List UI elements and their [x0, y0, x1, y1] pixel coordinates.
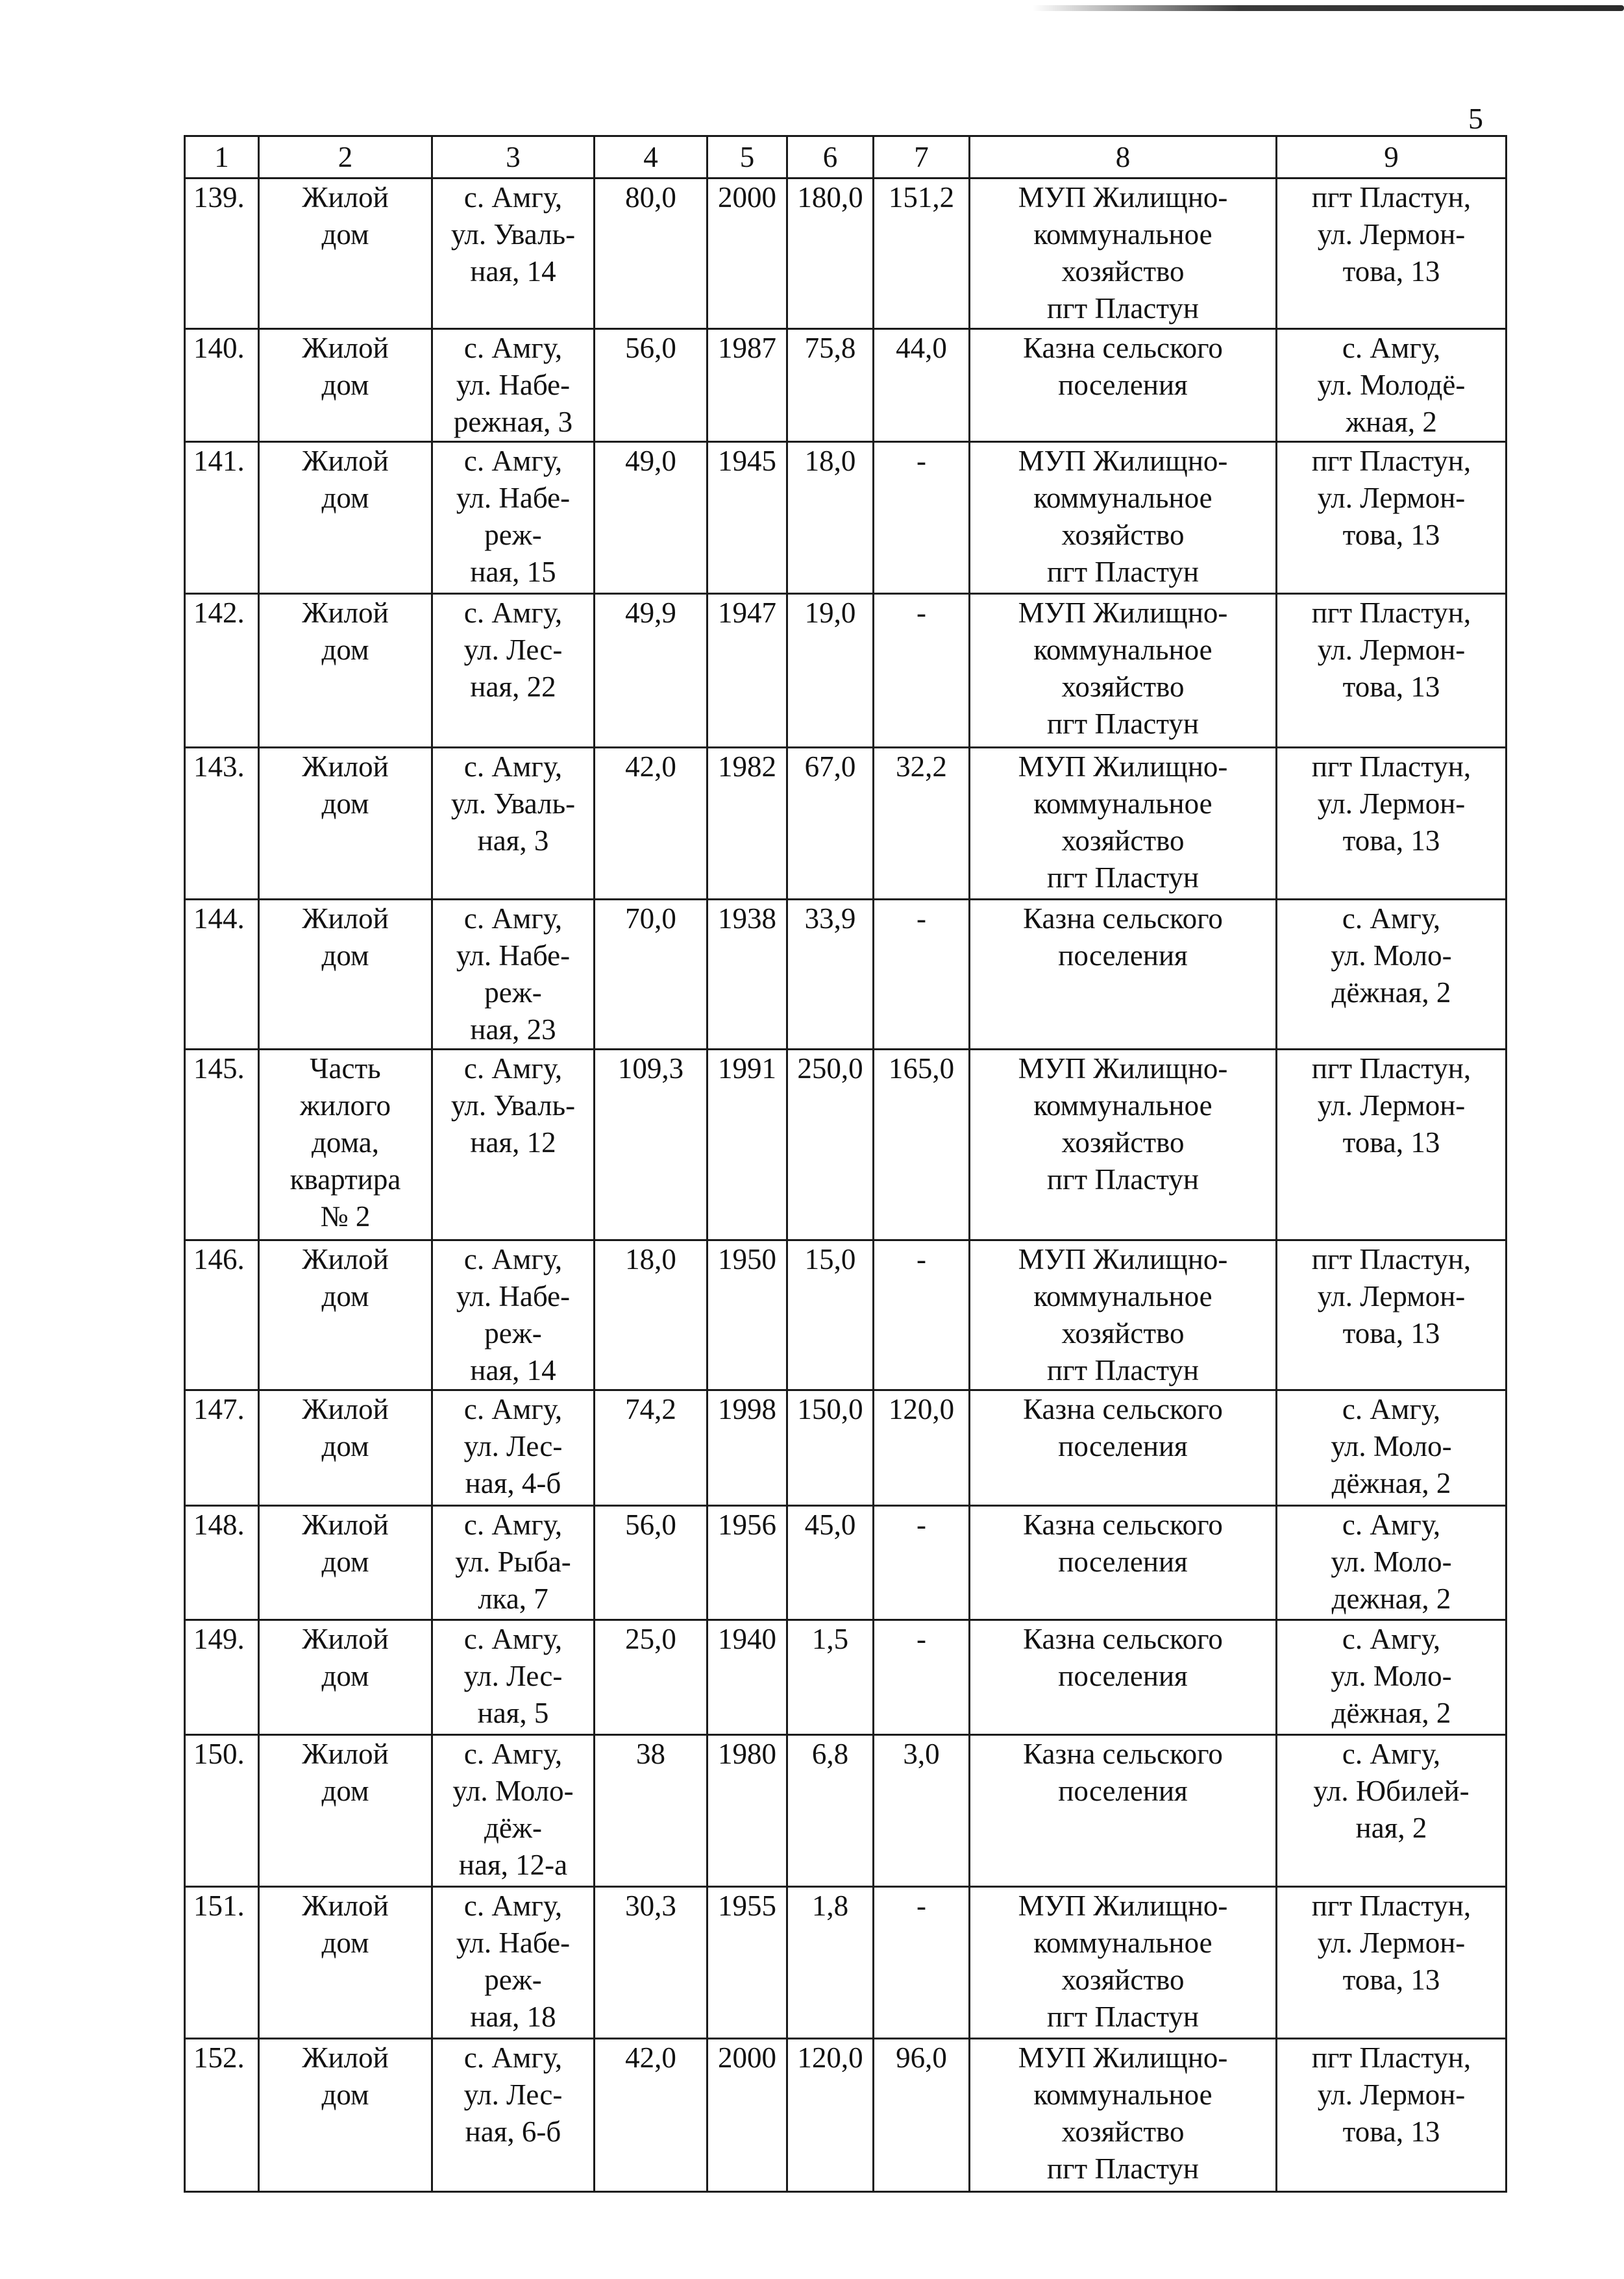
area-cell: 49,0	[595, 442, 707, 594]
year-cell: 2000	[707, 2039, 787, 2192]
row-number: 145.	[185, 1050, 259, 1240]
object-name-cell: Жилой дом	[259, 1887, 432, 2039]
area-cell: 70,0	[595, 900, 707, 1050]
value-cell: 151,2	[874, 179, 970, 329]
object-name-cell: Часть жилого дома, квартира № 2	[259, 1050, 432, 1240]
holder-cell: Казна сельского поселения	[970, 900, 1277, 1050]
header-cell: 7	[874, 136, 970, 179]
value-cell: 1,8	[787, 1887, 874, 2039]
holder-address-cell: пгт Пластун, ул. Лермон- това, 13	[1277, 179, 1507, 329]
page-number: 5	[1468, 102, 1483, 135]
header-cell: 8	[970, 136, 1277, 179]
table-row	[185, 329, 1507, 442]
row-number: 147.	[185, 1390, 259, 1506]
address-cell: с. Амгу, ул. Набе- реж- ная, 15	[432, 442, 595, 594]
area-cell: 25,0	[595, 1620, 707, 1735]
holder-address-cell: с. Амгу, ул. Моло- дёжная, 2	[1277, 1620, 1507, 1735]
row-number: 139.	[185, 179, 259, 329]
year-cell: 2000	[707, 179, 787, 329]
table-row	[185, 748, 1507, 900]
row-number: 141.	[185, 442, 259, 594]
value-cell: 32,2	[874, 748, 970, 900]
table-row	[185, 179, 1507, 329]
area-cell: 109,3	[595, 1050, 707, 1240]
row-number: 146.	[185, 1240, 259, 1390]
holder-cell: МУП Жилищно- коммунальное хозяйство пгт Пластун	[970, 442, 1277, 594]
holder-address-cell: пгт Пластун, ул. Лермон- това, 13	[1277, 1887, 1507, 2039]
value-cell: 120,0	[874, 1390, 970, 1506]
holder-cell: МУП Жилищно- коммунальное хозяйство пгт Пластун	[970, 179, 1277, 329]
holder-address-cell: пгт Пластун, ул. Лермон- това, 13	[1277, 1240, 1507, 1390]
address-cell: с. Амгу, ул. Лес- ная, 4-б	[432, 1390, 595, 1506]
area-cell: 42,0	[595, 748, 707, 900]
year-cell: 1987	[707, 329, 787, 442]
year-cell: 1947	[707, 594, 787, 748]
table-row	[185, 900, 1507, 1050]
row-number: 148.	[185, 1506, 259, 1620]
table-row	[185, 1390, 1507, 1506]
year-cell: 1956	[707, 1506, 787, 1620]
row-number: 150.	[185, 1735, 259, 1887]
holder-cell: Казна сельского поселения	[970, 1620, 1277, 1735]
table-row	[185, 1735, 1507, 1887]
value-cell: 3,0	[874, 1735, 970, 1887]
value-cell: 75,8	[787, 329, 874, 442]
header-cell: 6	[787, 136, 874, 179]
row-number: 142.	[185, 594, 259, 748]
object-name-cell: Жилой дом	[259, 1390, 432, 1506]
holder-address-cell: с. Амгу, ул. Моло- дёжная, 2	[1277, 900, 1507, 1050]
row-number: 144.	[185, 900, 259, 1050]
holder-cell: Казна сельского поселения	[970, 1735, 1277, 1887]
table-row	[185, 1506, 1507, 1620]
holder-address-cell: с. Амгу, ул. Юбилей- ная, 2	[1277, 1735, 1507, 1887]
value-cell: 18,0	[787, 442, 874, 594]
holder-cell: Казна сельского поселения	[970, 1506, 1277, 1620]
value-cell: -	[874, 900, 970, 1050]
object-name-cell: Жилой дом	[259, 442, 432, 594]
value-cell: 33,9	[787, 900, 874, 1050]
area-cell: 38	[595, 1735, 707, 1887]
address-cell: с. Амгу, ул. Моло- дёж- ная, 12-а	[432, 1735, 595, 1887]
table-row	[185, 2039, 1507, 2192]
object-name-cell: Жилой дом	[259, 1240, 432, 1390]
value-cell: 19,0	[787, 594, 874, 748]
address-cell: с. Амгу, ул. Уваль- ная, 3	[432, 748, 595, 900]
value-cell: -	[874, 1887, 970, 2039]
area-cell: 42,0	[595, 2039, 707, 2192]
value-cell: 165,0	[874, 1050, 970, 1240]
table-row	[185, 594, 1507, 748]
value-cell: 180,0	[787, 179, 874, 329]
area-cell: 56,0	[595, 1506, 707, 1620]
holder-cell: МУП Жилищно- коммунальное хозяйство пгт Пластун	[970, 594, 1277, 748]
holder-address-cell: пгт Пластун, ул. Лермон- това, 13	[1277, 1050, 1507, 1240]
holder-cell: МУП Жилищно- коммунальное хозяйство пгт Пластун	[970, 2039, 1277, 2192]
header-cell: 5	[707, 136, 787, 179]
header-row	[185, 136, 1507, 179]
header-cell: 3	[432, 136, 595, 179]
year-cell: 1945	[707, 442, 787, 594]
value-cell: 96,0	[874, 2039, 970, 2192]
row-number: 151.	[185, 1887, 259, 2039]
scan-edge-mark	[1032, 5, 1624, 11]
value-cell: -	[874, 1240, 970, 1390]
area-cell: 30,3	[595, 1887, 707, 2039]
holder-cell: Казна сельского поселения	[970, 329, 1277, 442]
value-cell: -	[874, 594, 970, 748]
value-cell: 150,0	[787, 1390, 874, 1506]
address-cell: с. Амгу, ул. Набе- реж- ная, 14	[432, 1240, 595, 1390]
holder-address-cell: с. Амгу, ул. Моло- дежная, 2	[1277, 1506, 1507, 1620]
table-row	[185, 1240, 1507, 1390]
holder-address-cell: пгт Пластун, ул. Лермон- това, 13	[1277, 594, 1507, 748]
holder-cell: МУП Жилищно- коммунальное хозяйство пгт Пластун	[970, 1887, 1277, 2039]
holder-address-cell: пгт Пластун, ул. Лермон- това, 13	[1277, 442, 1507, 594]
address-cell: с. Амгу, ул. Лес- ная, 6-б	[432, 2039, 595, 2192]
year-cell: 1980	[707, 1735, 787, 1887]
area-cell: 49,9	[595, 594, 707, 748]
header-cell: 2	[259, 136, 432, 179]
holder-address-cell: пгт Пластун, ул. Лермон- това, 13	[1277, 2039, 1507, 2192]
area-cell: 74,2	[595, 1390, 707, 1506]
value-cell: 45,0	[787, 1506, 874, 1620]
value-cell: -	[874, 1620, 970, 1735]
property-register-table	[184, 135, 1507, 2193]
holder-cell: МУП Жилищно- коммунальное хозяйство пгт Пластун	[970, 1050, 1277, 1240]
year-cell: 1950	[707, 1240, 787, 1390]
area-cell: 56,0	[595, 329, 707, 442]
value-cell: -	[874, 442, 970, 594]
holder-address-cell: с. Амгу, ул. Моло- дёжная, 2	[1277, 1390, 1507, 1506]
year-cell: 1998	[707, 1390, 787, 1506]
object-name-cell: Жилой дом	[259, 179, 432, 329]
area-cell: 18,0	[595, 1240, 707, 1390]
area-cell: 80,0	[595, 179, 707, 329]
table-row	[185, 1050, 1507, 1240]
value-cell: -	[874, 1506, 970, 1620]
object-name-cell: Жилой дом	[259, 1735, 432, 1887]
object-name-cell: Жилой дом	[259, 2039, 432, 2192]
header-cell: 4	[595, 136, 707, 179]
year-cell: 1940	[707, 1620, 787, 1735]
year-cell: 1955	[707, 1887, 787, 2039]
object-name-cell: Жилой дом	[259, 1506, 432, 1620]
object-name-cell: Жилой дом	[259, 1620, 432, 1735]
header-cell: 9	[1277, 136, 1507, 179]
row-number: 152.	[185, 2039, 259, 2192]
object-name-cell: Жилой дом	[259, 900, 432, 1050]
value-cell: 15,0	[787, 1240, 874, 1390]
value-cell: 44,0	[874, 329, 970, 442]
year-cell: 1938	[707, 900, 787, 1050]
table-row	[185, 1887, 1507, 2039]
holder-cell: МУП Жилищно- коммунальное хозяйство пгт Пластун	[970, 1240, 1277, 1390]
value-cell: 120,0	[787, 2039, 874, 2192]
address-cell: с. Амгу, ул. Уваль- ная, 14	[432, 179, 595, 329]
value-cell: 67,0	[787, 748, 874, 900]
table-row	[185, 442, 1507, 594]
address-cell: с. Амгу, ул. Уваль- ная, 12	[432, 1050, 595, 1240]
address-cell: с. Амгу, ул. Набе- режная, 3	[432, 329, 595, 442]
address-cell: с. Амгу, ул. Лес- ная, 22	[432, 594, 595, 748]
table-row	[185, 1620, 1507, 1735]
row-number: 143.	[185, 748, 259, 900]
holder-address-cell: с. Амгу, ул. Молодё- жная, 2	[1277, 329, 1507, 442]
value-cell: 250,0	[787, 1050, 874, 1240]
address-cell: с. Амгу, ул. Набе- реж- ная, 23	[432, 900, 595, 1050]
object-name-cell: Жилой дом	[259, 748, 432, 900]
holder-cell: Казна сельского поселения	[970, 1390, 1277, 1506]
value-cell: 6,8	[787, 1735, 874, 1887]
year-cell: 1991	[707, 1050, 787, 1240]
address-cell: с. Амгу, ул. Рыба- лка, 7	[432, 1506, 595, 1620]
object-name-cell: Жилой дом	[259, 594, 432, 748]
object-name-cell: Жилой дом	[259, 329, 432, 442]
holder-cell: МУП Жилищно- коммунальное хозяйство пгт Пластун	[970, 748, 1277, 900]
row-number: 140.	[185, 329, 259, 442]
year-cell: 1982	[707, 748, 787, 900]
header-cell: 1	[185, 136, 259, 179]
holder-address-cell: пгт Пластун, ул. Лермон- това, 13	[1277, 748, 1507, 900]
value-cell: 1,5	[787, 1620, 874, 1735]
address-cell: с. Амгу, ул. Лес- ная, 5	[432, 1620, 595, 1735]
row-number: 149.	[185, 1620, 259, 1735]
address-cell: с. Амгу, ул. Набе- реж- ная, 18	[432, 1887, 595, 2039]
